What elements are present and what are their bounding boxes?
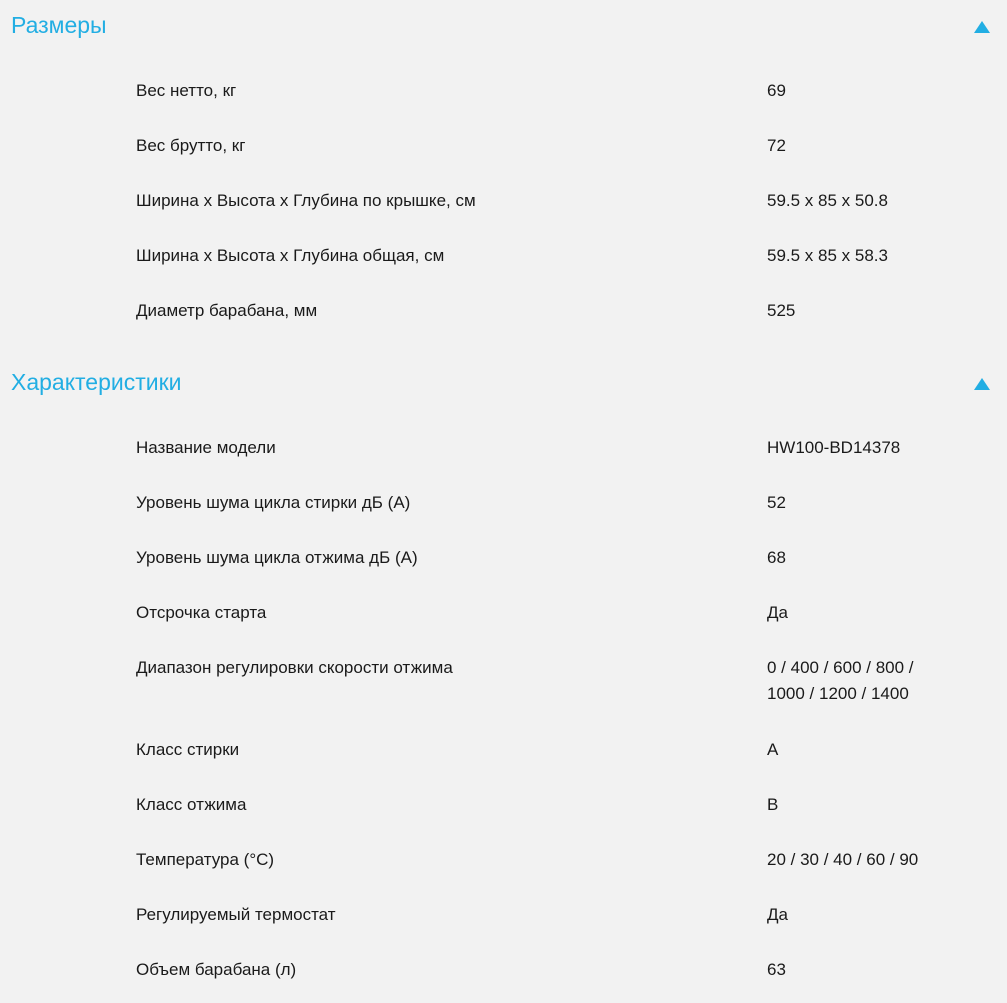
spec-label: Название модели [136, 438, 276, 457]
section-dimensions-header[interactable] [0, 0, 1007, 48]
spec-value: 0 / 400 / 600 / 800 / 1000 / 1200 / 1400 [767, 658, 914, 703]
spec-value: Да [767, 603, 788, 622]
spec-label: Вес брутто, кг [136, 136, 246, 155]
spec-label: Температура (°C) [136, 850, 275, 869]
spec-row [0, 179, 1007, 234]
spec-row [0, 289, 1007, 344]
spec-value: 72 [767, 136, 786, 155]
spec-row [0, 536, 1007, 591]
spec-label: Отсрочка старта [136, 603, 267, 622]
section-dimensions [0, 0, 1007, 357]
spec-row [0, 838, 1007, 893]
triangle-up-icon[interactable] [973, 377, 991, 391]
spec-label: Уровень шума цикла стирки дБ (А) [136, 493, 411, 512]
spec-row [0, 728, 1007, 783]
spec-row [0, 783, 1007, 838]
spec-list [0, 48, 1007, 344]
spec-value: 525 [767, 301, 796, 320]
spec-label: Диапазон регулировки скорости отжима [136, 658, 453, 677]
spec-row [0, 124, 1007, 179]
spec-label: Ширина x Высота x Глубина по крышке, см [136, 191, 476, 210]
spec-row [0, 646, 1007, 728]
spec-label: Вес нетто, кг [136, 81, 237, 100]
spec-value: 20 / 30 / 40 / 60 / 90 [767, 850, 919, 869]
spec-label: Уровень шума цикла отжима дБ (А) [136, 548, 418, 567]
spec-row [0, 69, 1007, 124]
spec-row [0, 481, 1007, 536]
section-title: Размеры [11, 12, 107, 38]
section-characteristics-header[interactable] [0, 357, 1007, 405]
spec-row [0, 234, 1007, 289]
spec-row [0, 426, 1007, 481]
spec-label: Диаметр барабана, мм [136, 301, 318, 320]
spec-label: Класс отжима [136, 795, 247, 814]
spec-label: Класс стирки [136, 740, 240, 759]
spec-label: Объем барабана (л) [136, 960, 297, 979]
triangle-up-icon[interactable] [973, 20, 991, 34]
spec-value: 52 [767, 493, 786, 512]
spec-value: 63 [767, 960, 786, 979]
spec-label: Регулируемый термостат [136, 905, 336, 924]
spec-row [0, 591, 1007, 646]
spec-value: Да [767, 905, 788, 924]
spec-value: B [767, 795, 779, 814]
spec-value: 59.5 x 85 x 50.8 [767, 191, 888, 210]
spec-value: HW100-BD14378 [767, 438, 901, 457]
spec-label: Ширина x Высота x Глубина общая, см [136, 246, 445, 265]
spec-list [0, 405, 1007, 1003]
spec-value: 68 [767, 548, 786, 567]
spec-value: A [767, 740, 779, 759]
spec-value: 69 [767, 81, 786, 100]
spec-row [0, 893, 1007, 948]
section-title: Характеристики [11, 369, 182, 395]
spec-value: 59.5 x 85 x 58.3 [767, 246, 888, 265]
section-characteristics [0, 357, 1007, 1003]
